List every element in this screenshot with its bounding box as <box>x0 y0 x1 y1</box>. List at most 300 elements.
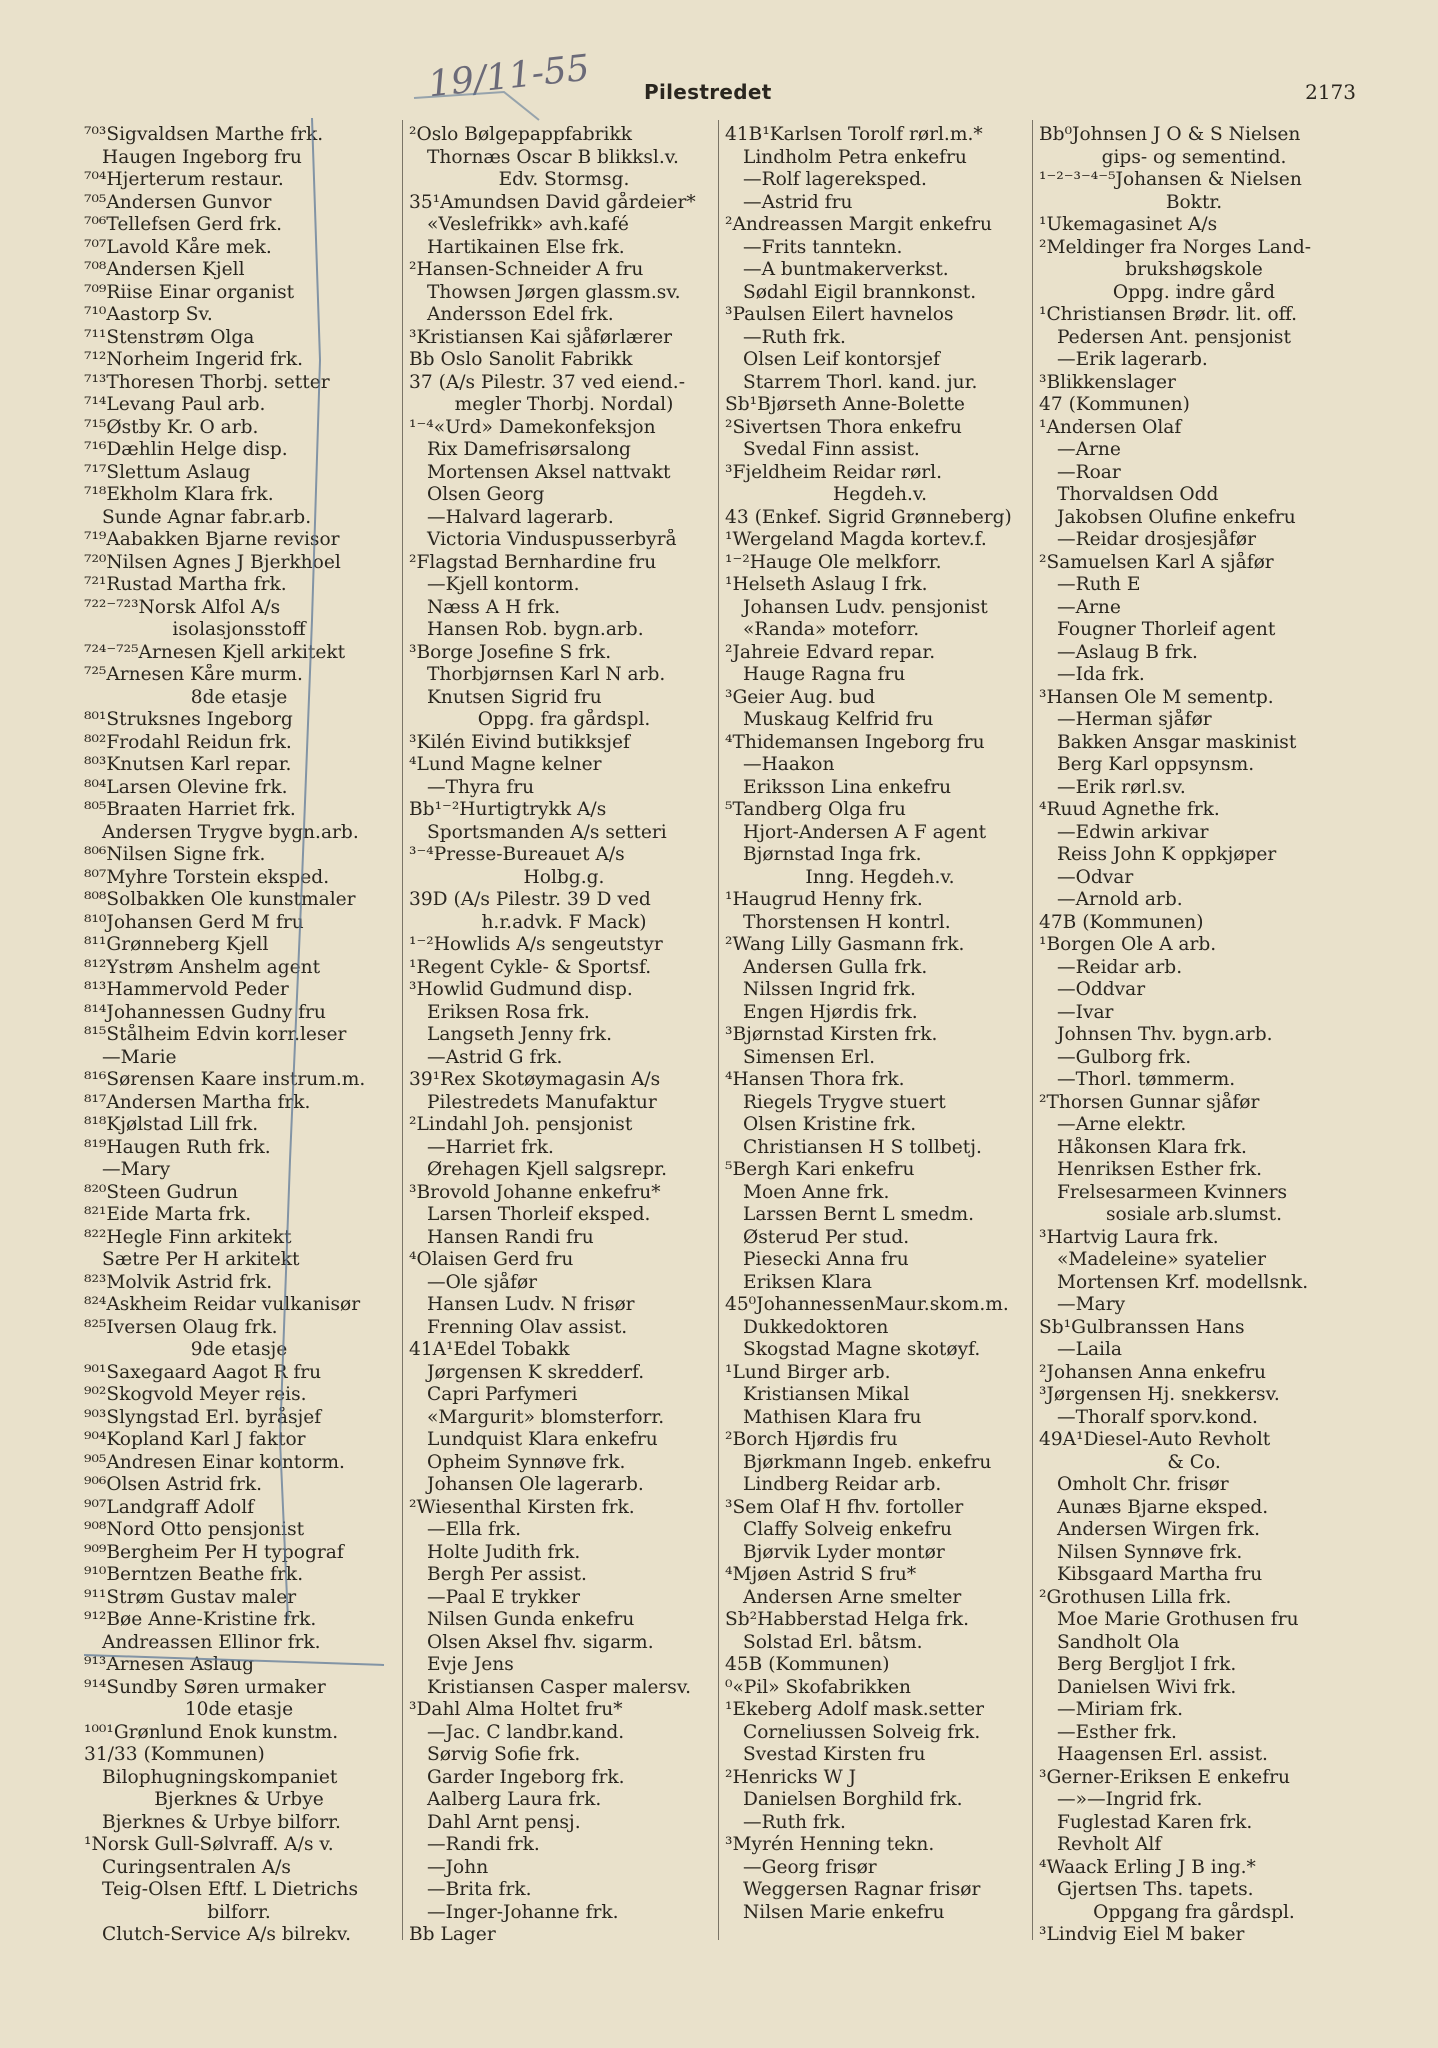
directory-entry: Boktr. <box>1165 191 1223 213</box>
directory-entry: —Ruth frk. <box>743 1811 846 1833</box>
directory-entry: ⁷²⁰Nilsen Agnes J Bjerkhoel <box>84 551 341 573</box>
directory-entry: Pedersen Ant. pensjonist <box>1057 326 1291 348</box>
directory-entry: ¹⁻²Howlids A/s sengeutstyr <box>409 934 663 955</box>
directory-entry: ²Borch Hjørdis fru <box>725 1429 898 1450</box>
directory-entry: Ørehagen Kjell salgsrepr. <box>427 1159 668 1180</box>
directory-entry: Andersen Trygve bygn.arb. <box>102 821 359 843</box>
directory-entry: «Margurit» blomsterforr. <box>427 1406 665 1428</box>
directory-entry: Kristiansen Casper malersv. <box>427 1676 692 1698</box>
directory-entry: ⁸¹⁷Andersen Martha frk. <box>84 1091 311 1113</box>
directory-entry: Bilophugningskompaniet <box>102 1766 338 1788</box>
directory-entry: 37 (A/s Pilestr. 37 ved eiend.- <box>409 371 685 393</box>
directory-entry: & Co. <box>1167 1451 1221 1473</box>
directory-entry: —Gulborg frk. <box>1057 1046 1192 1068</box>
directory-entry: Edv. Stormsg. <box>498 169 630 190</box>
directory-entry: ¹⁻⁴«Urd» Damekonfeksjon <box>409 416 656 438</box>
directory-entry: Simensen Erl. <box>743 1046 876 1068</box>
directory-entry: ³Howlid Gudmund disp. <box>409 979 633 1000</box>
directory-entry: ⁹⁰⁴Kopland Karl J faktor <box>84 1429 306 1450</box>
directory-entry: Sportsmanden A/s setteri <box>427 821 667 843</box>
directory-entry: Danielsen Wivi frk. <box>1057 1676 1237 1698</box>
directory-entry: Curingsentralen A/s <box>102 1856 291 1878</box>
directory-entry: —Brita frk. <box>427 1879 532 1900</box>
directory-entry: ⁹⁰³Slyngstad Erl. byråsjef <box>84 1406 322 1428</box>
directory-entry: —Edwin arkivar <box>1057 821 1209 843</box>
directory-entry: Eriksson Lina enkefru <box>743 776 952 798</box>
directory-entry: Pilestredets Manufaktur <box>427 1091 657 1113</box>
column-divider <box>402 120 403 1940</box>
directory-entry: ⁸¹⁶Sørensen Kaare instrum.m. <box>84 1069 366 1090</box>
directory-entry: ²Grothusen Lilla frk. <box>1039 1586 1232 1608</box>
directory-entry: Fuglestad Karen frk. <box>1057 1811 1253 1833</box>
directory-entry: «Madeleine» syatelier <box>1057 1249 1266 1270</box>
directory-entry: ⁸²⁴Askheim Reidar vulkanisør <box>84 1294 361 1315</box>
directory-entry: ²Wiesenthal Kirsten frk. <box>409 1496 635 1518</box>
directory-entry: Sb²Habberstad Helga frk. <box>725 1609 970 1630</box>
directory-entry: 8de etasje <box>190 686 288 708</box>
directory-entry: Svedal Finn assist. <box>743 439 920 460</box>
directory-entry: ⁰«Pil» Skofabrikken <box>725 1676 911 1698</box>
directory-entry: Langseth Jenny frk. <box>427 1024 612 1045</box>
directory-entry: ³Borge Josefine S frk. <box>409 641 612 663</box>
directory-entry: 31/33 (Kommunen) <box>84 1744 265 1765</box>
directory-entry: ⁷¹⁹Aabakken Bjarne revisor <box>84 529 340 550</box>
directory-entry: ⁷⁰³Sigvaldsen Marthe frk. <box>84 124 324 145</box>
column-4 <box>1039 124 1349 1947</box>
directory-entry: ⁹⁰²Skogvold Meyer reis. <box>84 1384 307 1405</box>
directory-entry: Mortensen Krf. modellsnk. <box>1057 1271 1309 1293</box>
directory-entry: ¹Borgen Ole A arb. <box>1039 934 1217 955</box>
directory-entry: Sørvig Sofie frk. <box>427 1744 581 1765</box>
directory-entry: Svestad Kirsten fru <box>743 1744 926 1765</box>
directory-entry: —Harriet frk. <box>427 1136 554 1158</box>
directory-entry: Sødahl Eigil brannkonst. <box>743 281 977 303</box>
directory-entry: —Jac. C landbr.kand. <box>427 1721 625 1743</box>
directory-entry: Thornæs Oscar B blikksl.v. <box>427 146 679 168</box>
directory-entry: ³Paulsen Eilert havnelos <box>725 304 954 325</box>
directory-entry: —Thoralf sporv.kond. <box>1057 1406 1258 1428</box>
directory-entry: Johansen Ole lagerarb. <box>427 1474 644 1495</box>
directory-entry: —Arne <box>1057 439 1121 460</box>
directory-entry: Moe Marie Grothusen fru <box>1057 1609 1299 1630</box>
directory-entry: Olsen Aksel fhv. sigarm. <box>427 1631 654 1653</box>
directory-entry: —Halvard lagerarb. <box>427 506 614 528</box>
directory-entry: —Mary <box>102 1159 171 1180</box>
directory-entry: sosiale arb.slumst. <box>1106 1204 1282 1225</box>
directory-entry: —Thorl. tømmerm. <box>1057 1069 1236 1090</box>
directory-entry: ⁸⁰⁸Solbakken Ole kunstmaler <box>84 889 356 910</box>
directory-entry: Aalberg Laura frk. <box>427 1789 602 1810</box>
directory-entry: ⁸¹⁹Haugen Ruth frk. <box>84 1136 271 1158</box>
directory-entry: brukshøgskole <box>1125 259 1263 280</box>
directory-entry: ⁸⁰³Knutsen Karl repar. <box>84 754 292 775</box>
column-2 <box>409 124 719 1947</box>
directory-entry: Haugen Ingeborg fru <box>102 146 302 168</box>
directory-entry: Sb¹Bjørseth Anne-Bolette <box>725 394 965 415</box>
directory-entry: ¹Andersen Olaf <box>1039 416 1182 438</box>
directory-entry: —Arne <box>1057 596 1121 618</box>
column-1 <box>84 124 394 1947</box>
directory-entry: Revholt Alf <box>1057 1834 1162 1855</box>
directory-entry: Christiansen H S tollbetj. <box>743 1136 982 1158</box>
directory-entry: —Odvar <box>1057 866 1134 888</box>
directory-entry: Thorstensen H kontrl. <box>743 911 951 933</box>
directory-entry: Haagensen Erl. assist. <box>1057 1744 1268 1765</box>
directory-entry: ³Jørgensen Hj. snekkersv. <box>1039 1384 1280 1405</box>
directory-entry: Henriksen Esther frk. <box>1057 1159 1263 1180</box>
directory-entry: ²Samuelsen Karl A sjåfør <box>1039 551 1274 573</box>
directory-entry: Frenning Olav assist. <box>427 1316 628 1338</box>
directory-entry: ⁴Olaisen Gerd fru <box>409 1249 574 1270</box>
directory-entry: Nilsen Synnøve frk. <box>1057 1541 1243 1563</box>
directory-entry: ⁸¹⁰Johansen Gerd M fru <box>84 911 304 933</box>
directory-entry: —Erik lagerarb. <box>1057 349 1208 370</box>
directory-entry: Østerud Per stud. <box>743 1226 910 1248</box>
directory-entry: Mathisen Klara fru <box>743 1406 922 1428</box>
directory-entry: ⁷⁰⁶Tellefsen Gerd frk. <box>84 214 283 235</box>
directory-entry: ⁷¹⁸Ekholm Klara frk. <box>84 484 274 505</box>
directory-entry: ¹Lund Birger arb. <box>725 1361 891 1383</box>
directory-entry: Dukkedoktoren <box>743 1316 889 1338</box>
directory-entry: 35¹Amundsen David gårdeier* <box>409 191 696 213</box>
directory-entry: h.r.advk. F Mack) <box>481 911 647 933</box>
directory-entry: 43 (Enkef. Sigrid Grønneberg) <box>725 506 1012 528</box>
directory-entry: ²Henricks W J <box>725 1766 857 1788</box>
directory-entry: ²Thorsen Gunnar sjåfør <box>1039 1091 1260 1113</box>
directory-entry: Eriksen Klara <box>743 1271 873 1293</box>
directory-entry: Nilsen Gunda enkefru <box>427 1609 635 1630</box>
directory-entry: Rix Damefrisørsalong <box>427 439 631 460</box>
directory-entry: ⁸⁰⁷Myhre Torstein eksped. <box>84 866 330 888</box>
directory-entry: ³Geier Aug. bud <box>725 686 875 708</box>
directory-entry: —Arnold arb. <box>1057 889 1183 910</box>
directory-entry: ⁴Ruud Agnethe frk. <box>1039 799 1220 820</box>
directory-entry: —Aslaug B frk. <box>1057 641 1198 663</box>
directory-entry: —Kjell kontorm. <box>427 574 580 595</box>
directory-entry: —Esther frk. <box>1057 1721 1177 1743</box>
directory-entry: ⁷¹⁶Dæhlin Helge disp. <box>84 439 288 460</box>
directory-entry: Corneliussen Solveig frk. <box>743 1721 981 1743</box>
directory-entry: Andersen Gulla frk. <box>743 956 928 978</box>
directory-entry: ³Hansen Ole M sementp. <box>1039 686 1274 708</box>
column-3 <box>725 124 1035 1924</box>
directory-entry: Nilssen Ingrid frk. <box>743 979 916 1000</box>
directory-entry: ³Blikkenslager <box>1039 371 1176 393</box>
directory-entry: ⁹⁰⁷Landgraff Adolf <box>84 1496 255 1518</box>
directory-entry: Bb⁰Johnsen J O & S Nielsen <box>1039 124 1301 145</box>
directory-entry: Garder Ingeborg frk. <box>427 1766 625 1788</box>
directory-entry: Thorbjørnsen Karl N arb. <box>427 664 666 685</box>
directory-entry: ⁷¹⁵Østby Kr. O arb. <box>84 416 259 438</box>
directory-entry: Bjørnstad Inga frk. <box>743 844 922 865</box>
directory-entry: Bjerknes & Urbye bilforr. <box>102 1811 341 1833</box>
directory-entry: Gjertsen Ths. tapets. <box>1057 1879 1254 1900</box>
directory-entry: ⁸¹⁸Kjølstad Lill frk. <box>84 1114 259 1135</box>
directory-entry: —Mary <box>1057 1294 1126 1315</box>
directory-entry: Larsen Thorleif eksped. <box>427 1204 651 1225</box>
directory-entry: ²Johansen Anna enkefru <box>1039 1361 1266 1383</box>
directory-entry: Solstad Erl. båtsm. <box>743 1631 923 1653</box>
directory-entry: 9de etasje <box>190 1339 288 1360</box>
directory-entry: Bjerknes & Urbye <box>154 1789 324 1810</box>
directory-entry: —Ruth E <box>1057 574 1141 595</box>
directory-entry: —Ivar <box>1057 1001 1114 1023</box>
directory-entry: Andersson Edel frk. <box>427 304 614 325</box>
directory-entry: ⁸²¹Eide Marta frk. <box>84 1204 252 1225</box>
directory-entry: Berg Karl oppsynsm. <box>1057 754 1255 775</box>
directory-entry: ²Hansen-Schneider A fru <box>409 259 644 280</box>
directory-entry: Riegels Trygve stuert <box>743 1091 946 1113</box>
directory-entry: Clutch-Service A/s bilrekv. <box>102 1924 352 1945</box>
directory-entry: —Laila <box>1057 1339 1123 1360</box>
directory-entry: —Georg frisør <box>743 1856 877 1878</box>
directory-entry: ²Sivertsen Thora enkefru <box>725 416 962 438</box>
directory-entry: —Erik rørl.sv. <box>1057 776 1186 798</box>
directory-entry: ⁴Lund Magne kelner <box>409 754 602 775</box>
directory-entry: bilforr. <box>207 1901 271 1923</box>
page-title: Pilestredet <box>644 80 772 104</box>
directory-entry: Inng. Hegdeh.v. <box>805 866 955 888</box>
directory-entry: Bb¹⁻²Hurtigtrykk A/s <box>409 799 607 820</box>
directory-entry: Starrem Thorl. kand. jur. <box>743 371 978 393</box>
directory-entry: ²Meldinger fra Norges Land- <box>1039 236 1312 258</box>
directory-entry: Omholt Chr. frisør <box>1057 1474 1229 1495</box>
directory-entry: —Thyra fru <box>427 776 535 798</box>
directory-page <box>84 47 1356 1960</box>
directory-entry: —Ruth frk. <box>743 326 846 348</box>
directory-entry: Teig-Olsen Eftf. L Dietrichs <box>102 1879 359 1900</box>
directory-entry: ⁷¹³Thoresen Thorbj. setter <box>84 371 330 393</box>
directory-entry: 41B¹Karlsen Torolf rørl.m.* <box>725 124 983 145</box>
directory-entry: ³⁻⁴Presse-Bureauet A/s <box>409 844 625 865</box>
page-number: 2173 <box>1305 80 1356 104</box>
directory-entry: Aunæs Bjarne eksped. <box>1057 1496 1269 1518</box>
directory-entry: 41A¹Edel Tobakk <box>409 1339 570 1360</box>
directory-entry: megler Thorbj. Nordal) <box>454 394 674 415</box>
directory-entry: —»—Ingrid frk. <box>1057 1789 1203 1810</box>
directory-entry: Sætre Per H arkitekt <box>102 1249 300 1270</box>
directory-entry: Hansen Ludv. N frisør <box>427 1294 635 1315</box>
directory-entry: ⁸²⁵Iversen Olaug frk. <box>84 1316 278 1338</box>
directory-entry: ⁴Mjøen Astrid S fru* <box>725 1564 917 1585</box>
directory-entry: ⁷²¹Rustad Martha frk. <box>84 574 287 595</box>
directory-entry: Larssen Bernt L smedm. <box>743 1204 975 1225</box>
directory-entry: Moen Anne frk. <box>743 1181 890 1203</box>
directory-entry: Claffy Solveig enkefru <box>743 1519 953 1540</box>
directory-entry: isolasjonsstoff <box>172 619 306 640</box>
directory-entry: ⁸¹⁴Johannessen Gudny fru <box>84 1001 326 1023</box>
directory-entry: ⁴Hansen Thora frk. <box>725 1069 905 1090</box>
directory-entry: ³Lindvig Eiel M baker <box>1039 1924 1245 1945</box>
directory-entry: —Haakon <box>743 754 835 775</box>
directory-entry: 10de etasje <box>184 1699 294 1720</box>
directory-entry: ³Dahl Alma Holtet fru* <box>409 1699 623 1720</box>
directory-entry: —Astrid G frk. <box>427 1046 563 1068</box>
handwritten-date-note: 19/11-55 <box>426 47 592 106</box>
directory-entry: ³Brovold Johanne enkefru* <box>409 1181 661 1203</box>
directory-entry: ⁷¹²Norheim Ingerid frk. <box>84 349 304 370</box>
directory-entry: ⁴Waack Erling J B ing.* <box>1039 1856 1256 1878</box>
directory-entry: Olsen Georg <box>427 484 545 505</box>
directory-entry: Olsen Kristine frk. <box>743 1114 917 1135</box>
directory-entry: 39¹Rex Skotøymagasin A/s <box>409 1069 661 1090</box>
directory-entry: Kristiansen Mikal <box>743 1384 910 1405</box>
directory-entry: ⁷¹⁷Slettum Aslaug <box>84 461 251 483</box>
directory-entry: Eriksen Rosa frk. <box>427 1001 590 1023</box>
directory-entry: Thowsen Jørgen glassm.sv. <box>427 281 681 303</box>
directory-entry: —Reidar arb. <box>1057 956 1183 978</box>
directory-entry: ⁷⁰⁵Andersen Gunvor <box>84 191 272 213</box>
directory-entry: ⁹⁰¹Saxegaard Aagot R fru <box>84 1361 322 1383</box>
directory-entry: ⁹⁰⁸Nord Otto pensjonist <box>84 1519 305 1540</box>
directory-entry: ³Bjørnstad Kirsten frk. <box>725 1024 938 1045</box>
directory-entry: Oppg. fra gårdspl. <box>477 709 651 730</box>
directory-entry: Dahl Arnt pensj. <box>427 1811 581 1833</box>
directory-entry: Danielsen Borghild frk. <box>743 1789 963 1810</box>
directory-entry: 49A¹Diesel-Auto Revholt <box>1039 1429 1271 1450</box>
directory-entry: ⁹¹⁴Sundby Søren urmaker <box>84 1676 326 1698</box>
directory-entry: Bakken Ansgar maskinist <box>1057 731 1297 753</box>
directory-entry: —Ella frk. <box>427 1519 522 1540</box>
directory-entry: ³Sem Olaf H fhv. fortoller <box>725 1496 964 1518</box>
directory-entry: Bb Lager <box>409 1924 496 1945</box>
directory-entry: —Inger-Johanne frk. <box>427 1901 619 1923</box>
directory-entry: ³Gerner-Eriksen E enkefru <box>1039 1766 1290 1788</box>
directory-entry: —A buntmakerverkst. <box>743 259 949 280</box>
directory-entry: 45⁰JohannessenMaur.skom.m. <box>725 1294 1009 1315</box>
directory-entry: ⁹¹⁰Berntzen Beathe frk. <box>84 1564 304 1585</box>
directory-entry: ⁸¹²Ystrøm Anshelm agent <box>84 956 321 978</box>
directory-entry: Knutsen Sigrid fru <box>427 686 602 708</box>
directory-entry: —Rolf lagereksped. <box>743 169 927 190</box>
directory-entry: ¹Wergeland Magda kortev.f. <box>725 529 987 550</box>
directory-entry: ⁹⁰⁶Olsen Astrid frk. <box>84 1474 263 1495</box>
directory-entry: ¹⁰⁰¹Grønlund Enok kunstm. <box>84 1721 339 1743</box>
directory-entry: ⁷¹⁴Levang Paul arb. <box>84 394 266 415</box>
directory-entry: Næss A H frk. <box>427 596 561 618</box>
directory-entry: ⁷²⁵Arnesen Kåre murm. <box>84 664 303 685</box>
directory-entry: Opheim Synnøve frk. <box>427 1451 626 1473</box>
directory-entry: Kibsgaard Martha fru <box>1057 1564 1263 1585</box>
directory-entry: ⁸¹³Hammervold Peder <box>84 979 289 1000</box>
directory-entry: ⁷⁰⁸Andersen Kjell <box>84 259 245 280</box>
directory-entry: ¹Haugrud Henny frk. <box>725 889 923 910</box>
directory-entry: 47B (Kommunen) <box>1039 911 1204 933</box>
directory-entry: gips- og sementind. <box>1101 146 1287 168</box>
directory-entry: Victoria Vinduspusserbyrå <box>427 529 677 550</box>
directory-entry: Capri Parfymeri <box>427 1384 578 1405</box>
directory-entry: ⁸¹¹Grønneberg Kjell <box>84 934 269 955</box>
directory-entry: —Reidar drosjesjåfør <box>1057 529 1256 550</box>
directory-entry: Bjørkmann Ingeb. enkefru <box>743 1451 992 1473</box>
directory-entry: ⁸⁰⁶Nilsen Signe frk. <box>84 844 266 865</box>
directory-entry: Lindberg Reidar arb. <box>743 1474 942 1495</box>
directory-entry: —Ida frk. <box>1057 664 1145 685</box>
directory-entry: Andreassen Ellinor frk. <box>102 1631 321 1653</box>
directory-entry: ¹Norsk Gull-Sølvraff. A/s v. <box>84 1834 334 1855</box>
directory-entry: —Ole sjåfør <box>427 1271 538 1293</box>
directory-entry: ⁸⁰⁵Braaten Harriet frk. <box>84 799 296 820</box>
directory-entry: ⁷²²⁻⁷²³Norsk Alfol A/s <box>84 596 281 618</box>
directory-entry: Johnsen Thv. bygn.arb. <box>1057 1024 1273 1045</box>
directory-entry: ⁷²⁴⁻⁷²⁵Arnesen Kjell arkitekt <box>84 641 346 663</box>
directory-entry: ²Andreassen Margit enkefru <box>725 214 992 235</box>
directory-entry: ²Flagstad Bernhardine fru <box>409 551 657 573</box>
directory-entry: Holbg.g. <box>523 866 605 888</box>
directory-entry: Hjort-Andersen A F agent <box>743 821 987 843</box>
directory-entry: ⁷⁰⁴Hjerterum restaur. <box>84 169 284 190</box>
directory-entry: —Paal E trykker <box>427 1586 581 1608</box>
directory-entry: ⁹⁰⁹Bergheim Per H typograf <box>84 1541 344 1563</box>
directory-entry: ²Jahreie Edvard repar. <box>725 641 936 663</box>
directory-entry: Reiss John K oppkjøper <box>1057 844 1277 865</box>
directory-entry: ³Kristiansen Kai sjåførlærer <box>409 326 673 348</box>
directory-entry: ²Wang Lilly Gasmann frk. <box>725 934 965 955</box>
directory-entry: ⁹¹²Bøe Anne-Kristine frk. <box>84 1609 317 1630</box>
directory-entry: ⁷⁰⁹Riise Einar organist <box>84 281 295 303</box>
directory-entry: Lindholm Petra enkefru <box>743 146 967 168</box>
directory-entry: 45B (Kommunen) <box>725 1654 890 1675</box>
directory-entry: ⁸²²Hegle Finn arkitekt <box>84 1226 292 1248</box>
directory-entry: —Miriam frk. <box>1057 1699 1183 1720</box>
directory-entry: Håkonsen Klara frk. <box>1057 1136 1247 1158</box>
directory-entry: —Marie <box>102 1046 177 1068</box>
directory-entry: Oppg. indre gård <box>1112 281 1276 303</box>
directory-entry: Sb¹Gulbranssen Hans <box>1039 1316 1245 1338</box>
directory-entry: Johansen Ludv. pensjonist <box>743 596 988 618</box>
directory-entry: Engen Hjørdis frk. <box>743 1001 918 1023</box>
directory-entry: Andersen Wirgen frk. <box>1057 1519 1260 1540</box>
directory-entry: Weggersen Ragnar frisør <box>743 1879 981 1900</box>
directory-entry: Thorvaldsen Odd <box>1057 484 1219 505</box>
directory-entry: —Oddvar <box>1057 979 1146 1000</box>
directory-entry: Sandholt Ola <box>1057 1631 1180 1653</box>
directory-entry: Bb Oslo Sanolit Fabrikk <box>409 349 633 370</box>
directory-entry: Lundquist Klara enkefru <box>427 1429 658 1450</box>
directory-entry: Hauge Ragna fru <box>743 664 906 685</box>
directory-entry: —Roar <box>1057 461 1121 483</box>
directory-entry: ¹Helseth Aslaug I frk. <box>725 574 928 595</box>
directory-entry: ⁵Tandberg Olga fru <box>725 799 906 820</box>
directory-entry: —John <box>427 1856 489 1878</box>
directory-entry: ⁸⁰²Frodahl Reidun frk. <box>84 731 292 753</box>
directory-entry: Holte Judith frk. <box>427 1541 581 1563</box>
directory-entry: —Herman sjåfør <box>1057 709 1212 730</box>
directory-entry: Muskaug Kelfrid fru <box>743 709 934 730</box>
directory-entry: ³Kilén Eivind butikksjef <box>409 731 630 753</box>
directory-entry: Frelsesarmeen Kvinners <box>1057 1181 1288 1203</box>
directory-entry: Andersen Arne smelter <box>743 1586 962 1608</box>
directory-entry: 39D (A/s Pilestr. 39 D ved <box>409 889 651 910</box>
directory-entry: ⁴Thidemansen Ingeborg fru <box>725 731 985 753</box>
directory-entry: Mortensen Aksel nattvakt <box>427 461 671 483</box>
directory-entry: ⁸²³Molvik Astrid frk. <box>84 1271 273 1293</box>
directory-entry: Skogstad Magne skotøyf. <box>743 1339 981 1360</box>
directory-entry: Oppgang fra gårdspl. <box>1093 1901 1295 1923</box>
directory-entry: Fougner Thorleif agent <box>1057 619 1276 640</box>
directory-entry: ⁹⁰⁵Andresen Einar kontorm. <box>84 1451 345 1473</box>
directory-entry: —Randi frk. <box>427 1834 540 1855</box>
directory-entry: ²Lindahl Joh. pensjonist <box>409 1114 633 1135</box>
directory-entry: Hansen Rob. bygn.arb. <box>427 619 644 640</box>
directory-entry: ³Myrén Henning tekn. <box>725 1834 935 1855</box>
directory-entry: ⁷⁰⁷Lavold Kåre mek. <box>84 236 272 258</box>
directory-entry: Jørgensen K skredderf. <box>427 1361 645 1383</box>
directory-entry: —Frits tanntekn. <box>743 236 903 258</box>
directory-entry: Jakobsen Olufine enkefru <box>1057 506 1296 528</box>
directory-entry: ⁸²⁰Steen Gudrun <box>84 1181 239 1203</box>
directory-entry: 47 (Kommunen) <box>1039 394 1190 415</box>
